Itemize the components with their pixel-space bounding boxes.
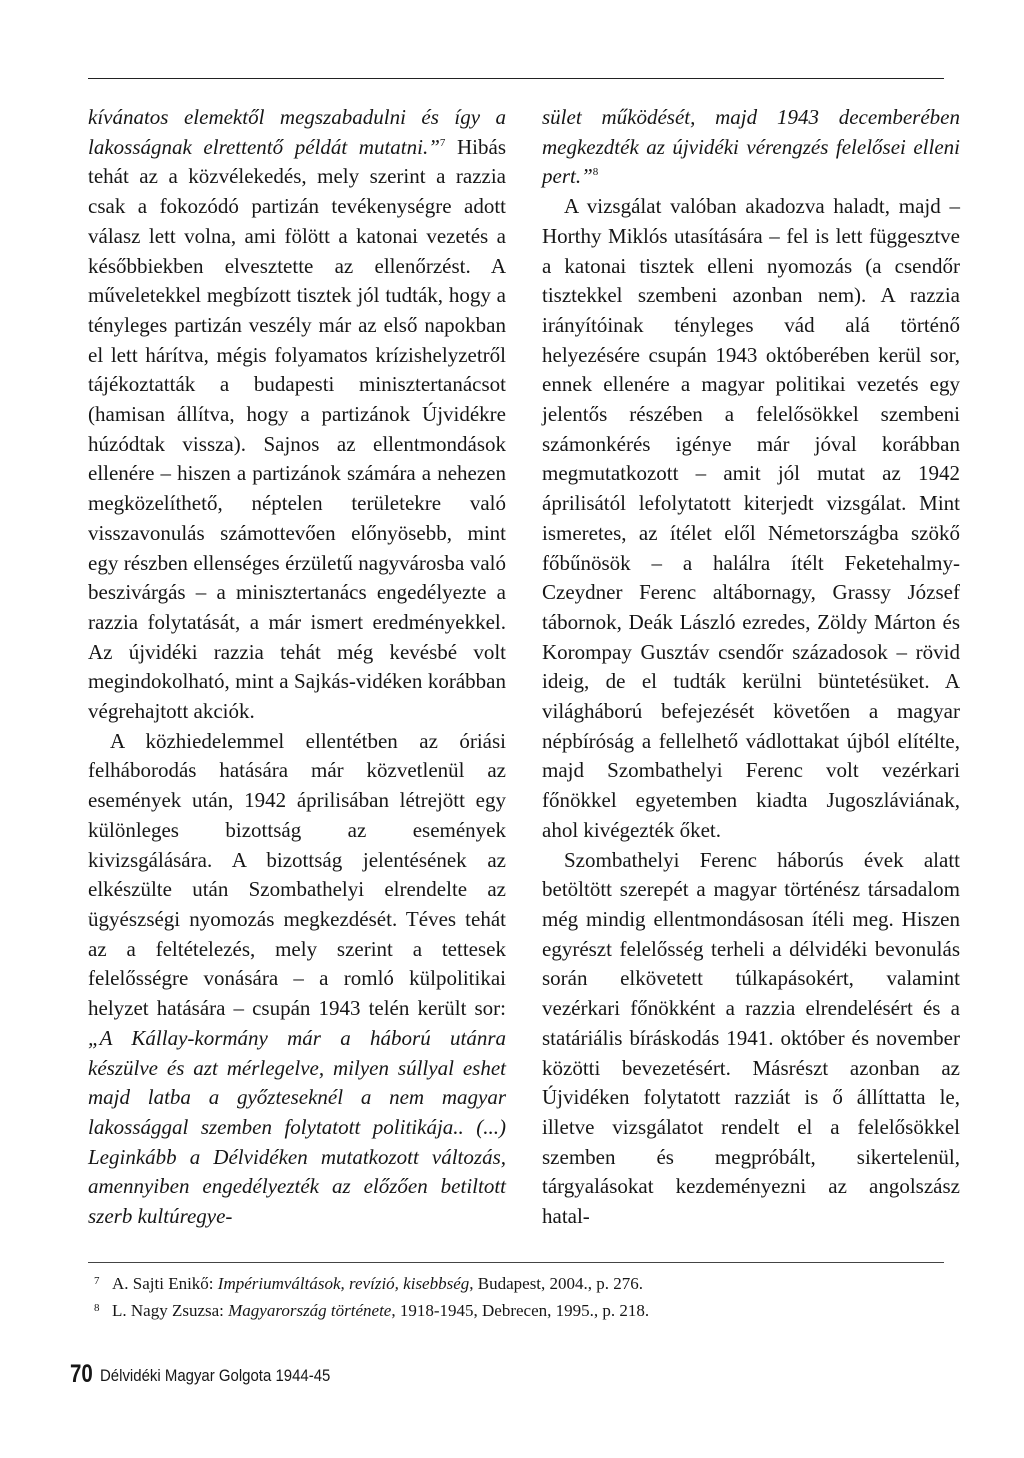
- footnote-text: L. Nagy Zsuzsa:: [112, 1301, 229, 1320]
- paragraph: [542, 103, 960, 192]
- page-footer: [70, 1360, 331, 1392]
- paragraph: [88, 103, 506, 727]
- paragraph-text: Hibás tehát az a közvélekedés, mely szerint a razzia csak a fokozódó partizán tevékenységre adott válasz lett volna, ami fölött a katonai vezetés a későbbiekben elvesztette az ellenőrzést. A műveletekkel megbízott tisztek jól tudták, hogy a tényleges partizán veszély már az első napokban el lett hárítva, mégis folyamatos krízishelyzetről tájékoztatták a budapesti minisztertanácsot (hamisan állítva, hogy a partizánok Újvidékre húzódtak vissza). Sajnos az ellentmondások ellenére – hiszen a partizánok számára a nehezen megközelíthető, néptelen területekre való visszavonulás számottevően előnyösebb, mint egy részben ellenséges érzületű nagyvárosba való beszivárgás – a minisztertanács engedélyezte a razzia folytatását, a már ismert eredményekkel. Az újvidéki razzia tehát még kevésbé volt megindokolható, mint a Sajkás-vidéken korábban végrehajtott akciók.: [88, 134, 507, 724]
- quotation: sület működését, majd 1943 decemberében megkezdték az újvidéki vérengzés felelősei elleni pert.”: [542, 105, 960, 189]
- footnote-mark: 7: [94, 1275, 100, 1287]
- paragraph-text: A közhiedelemmel ellentétben az óriási felháborodás hatására már közvetlenül az események után, 1942 áprilisában létrejött egy különleges bizottság az események kivizsgálására. A bizottság jelentésének az elkészülte után Szombathelyi elrendelte az ügyészségi nyomozás megkezdését. Téves tehát az a feltételezés, mely szerint a tettesek felelősségre vonására – a romló külpolitikai helyzet hatására – csupán 1943 telén került sor:: [88, 728, 506, 1021]
- running-title: Délvidéki Magyar Golgota 1944-45: [100, 1366, 331, 1385]
- footnote-title: Magyarország története: [228, 1301, 392, 1320]
- quotation: „A Kállay-kormány már a háború utánra készülve és azt mérlegelve, milyen súllyal eshet majd latba a győzteseknél a nem magyar lakossággal szemben folytatott politikája.. (...) Leginkább a Délvidéken mutatkozott változás, amennyiben engedélyezték az előzően betiltott szerb kultúregye-: [88, 1025, 506, 1229]
- page-number: 70: [70, 1360, 93, 1388]
- paragraph: A vizsgálat valóban akadozva haladt, majd – Horthy Miklós utasítására – fel is lett függesztve a katonai tisztek elleni nyomozás (a csendőr tisztekkel szembeni azonban nem). A razzia irányítóinak tényleges vád alá történő helyezésére csupán 1943 októberében kerül sor, ennek ellenére a magyar politikai vezetés egy jelentős részében a felelősökkel szembeni számonkérés igénye már jóval korábban megmutatkozott – amit jól mutat az 1942 áprilisától lefolytatott kiterjedt vizsgálat. Mint ismeretes, az ítélet elől Németországba szökő főbűnösök – a halálra ítélt Feketehalmy-Czeydner Ferenc altábornagy, Grassy József tábornok, Deák László ezredes, Zöldy Márton és Korompay Gusztáv csendőr századosok – rövid ideig, de el tudták kerülni büntetésüket. A világháború befejezését követően a magyar népbíróság a fellelhető vádlottakat újból elítélte, majd Szombathelyi Ferenc volt vezérkari főnökkel egyetemben kiadta Jugoszláviának, ahol kivégezték őket.: [542, 194, 960, 842]
- footnote-ref: 8: [592, 166, 599, 179]
- footnote-text: , Budapest, 2004., p. 276.: [469, 1274, 644, 1293]
- paragraph: Szombathelyi Ferenc háborús évek alatt betöltött szerepét a magyar történész társadalom még mindig ellentmondásosan ítéli meg. Hiszen egyrészt felelősség terheli a délvidéki bevonulás során elkövetett túlkapásokért, valamint vezérkari főnökként a razzia elrendelésért és a statáriális bíráskodás 1941. október és november közötti bevezetésért. Másrészt azonban az Újvidéken folytatott razziát is ő állíttatta le, illetve vizsgálatot rendelt el a felelősökkel szemben és megpróbált, sikertelenül, tárgyalásokat kezdeményezni az angolszász hatal-: [542, 847, 960, 1229]
- footnote-text: A. Sajti Enikő:: [112, 1274, 218, 1293]
- top-rule: [88, 78, 944, 79]
- footnote-rule: [88, 1262, 944, 1263]
- left-column: [88, 103, 506, 1232]
- quotation: kívánatos elemektől megszabadulni és így a lakosságnak elrettentő példát mutatni.”: [88, 105, 506, 159]
- footnote-mark: 8: [94, 1302, 100, 1314]
- footnote: [94, 1297, 932, 1324]
- footnotes: [94, 1270, 932, 1324]
- footnote-title: Impériumváltások, revízió, kisebbség: [217, 1274, 470, 1293]
- footnote-text: , 1918-1945, Debrecen, 1995., p. 218.: [391, 1301, 650, 1320]
- paragraph: [88, 727, 506, 1232]
- footnote: [94, 1270, 932, 1297]
- footnote-ref: 7: [439, 136, 446, 149]
- right-column: [542, 103, 960, 1232]
